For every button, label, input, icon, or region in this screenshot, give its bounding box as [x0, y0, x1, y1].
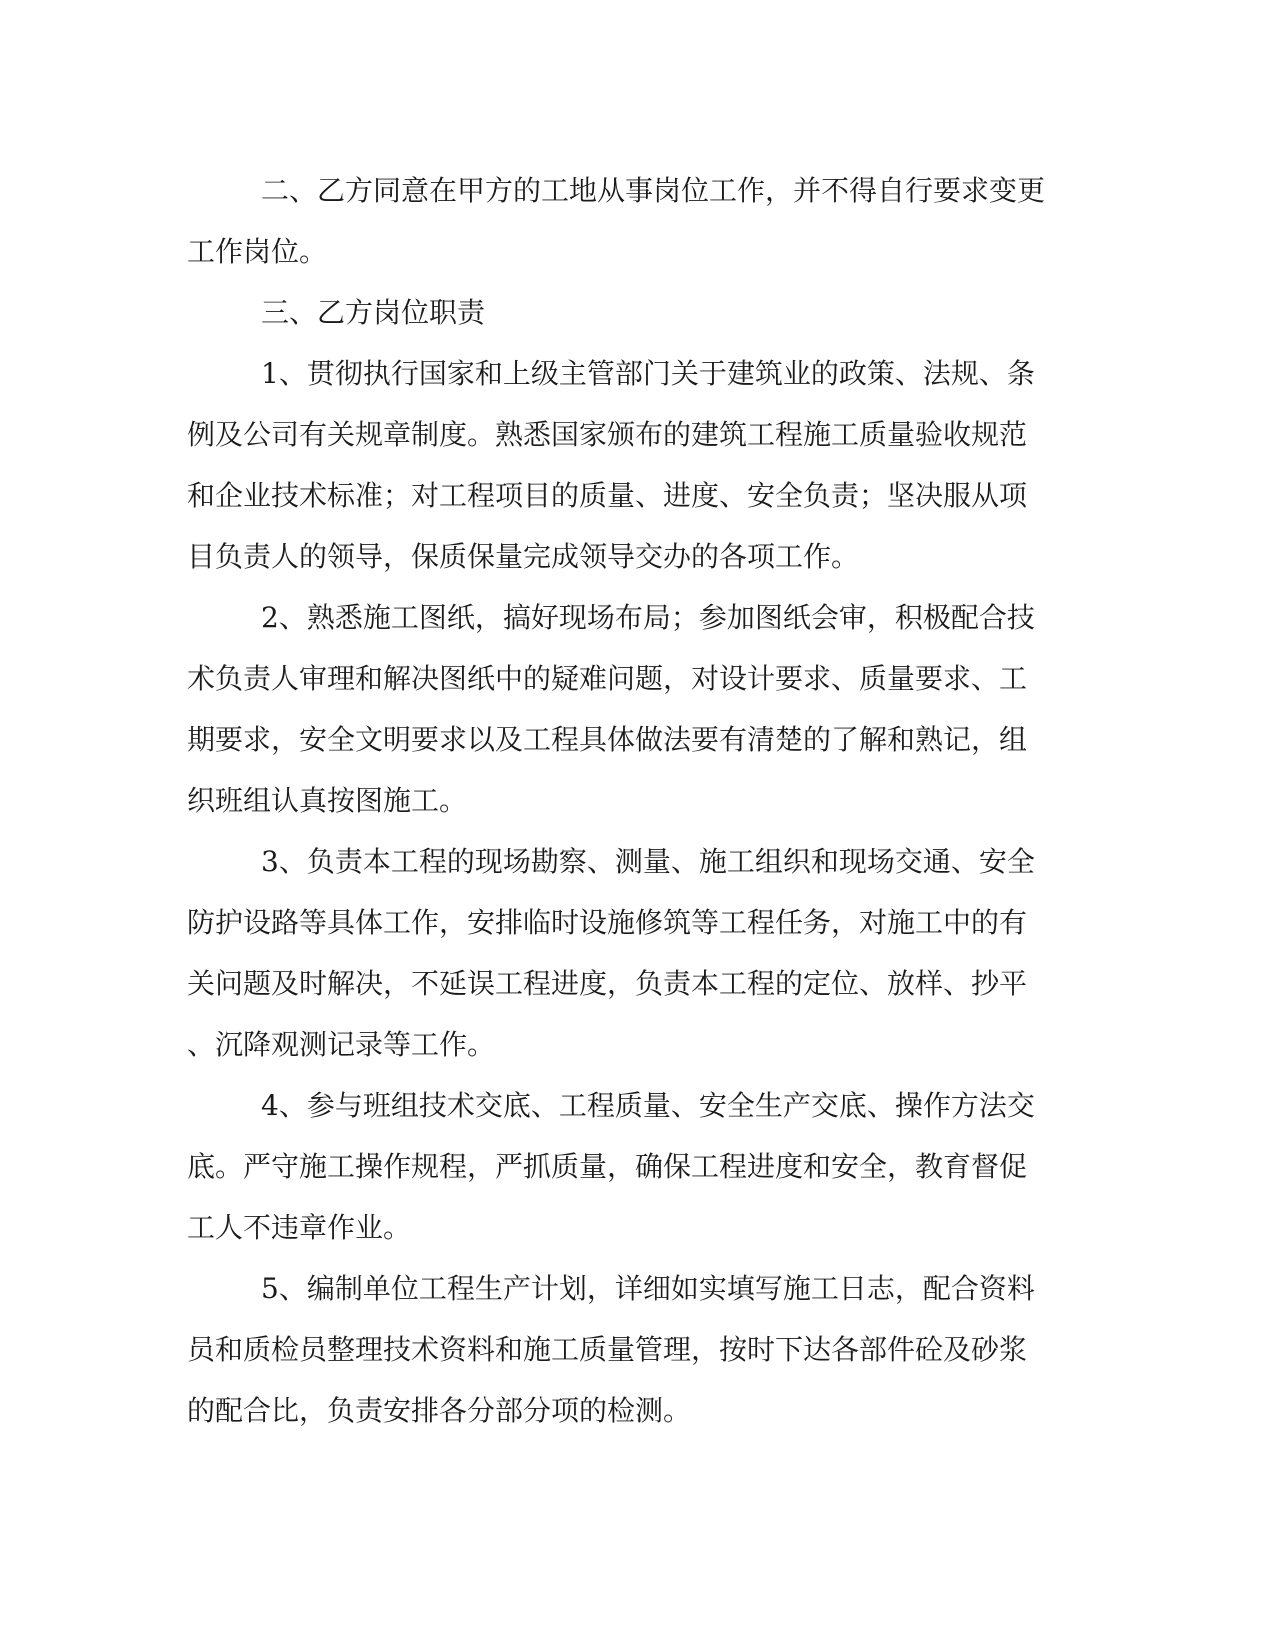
text-line: 1、贯彻执行国家和上级主管部门关于建筑业的政策、法规、条 [261, 357, 1035, 390]
text-line: 底。严守施工操作规程，严抓质量，确保工程进度和安全，教育督促 [187, 1150, 1028, 1183]
text-line: 的配合比，负责安排各分部分项的检测。 [187, 1394, 692, 1427]
paragraph-duty-3 [187, 831, 1067, 1075]
text-line: 二、乙方同意在甲方的工地从事岗位工作，并不得自行要求变更 [261, 174, 1046, 207]
text-line: 术负责人审理和解决图纸中的疑难问题，对设计要求、质量要求、工 [187, 662, 1028, 695]
paragraph-duty-5 [187, 1258, 1067, 1441]
text-line: 和企业技术标准；对工程项目的质量、进度、安全负责；坚决服从项 [187, 479, 1028, 512]
text-line: 期要求，安全文明要求以及工程具体做法要有清楚的了解和熟记，组 [187, 723, 1028, 756]
text-line: 、沉降观测记录等工作。 [187, 1028, 496, 1061]
text-line: 工人不违章作业。 [187, 1211, 412, 1244]
text-line: 4、参与班组技术交底、工程质量、安全生产交底、操作方法交 [261, 1089, 1035, 1122]
text-line: 2、熟悉施工图纸，搞好现场布局；参加图纸会审，积极配合技 [261, 601, 1035, 634]
text-line: 工作岗位。 [187, 235, 328, 268]
paragraph-clause-2 [187, 160, 1067, 282]
text-line: 关问题及时解决，不延误工程进度，负责本工程的定位、放样、抄平 [187, 967, 1028, 1000]
paragraph-duty-1 [187, 343, 1067, 587]
text-line: 织班组认真按图施工。 [187, 784, 468, 817]
text-line: 5、编制单位工程生产计划，详细如实填写施工日志，配合资料 [261, 1272, 1035, 1305]
section-heading-duties [187, 282, 1067, 343]
document-body [187, 160, 1067, 1441]
text-line: 例及公司有关规章制度。熟悉国家颁布的建筑工程施工质量验收规范 [187, 418, 1028, 451]
paragraph-duty-4 [187, 1075, 1067, 1258]
text-line: 3、负责本工程的现场勘察、测量、施工组织和现场交通、安全 [261, 845, 1035, 878]
paragraph-duty-2 [187, 587, 1067, 831]
text-line: 三、乙方岗位职责 [261, 296, 486, 329]
text-line: 目负责人的领导，保质保量完成领导交办的各项工作。 [187, 540, 860, 573]
text-line: 员和质检员整理技术资料和施工质量管理，按时下达各部件砼及砂浆 [187, 1333, 1028, 1366]
text-line: 防护设路等具体工作，安排临时设施修筑等工程任务，对施工中的有 [187, 906, 1028, 939]
